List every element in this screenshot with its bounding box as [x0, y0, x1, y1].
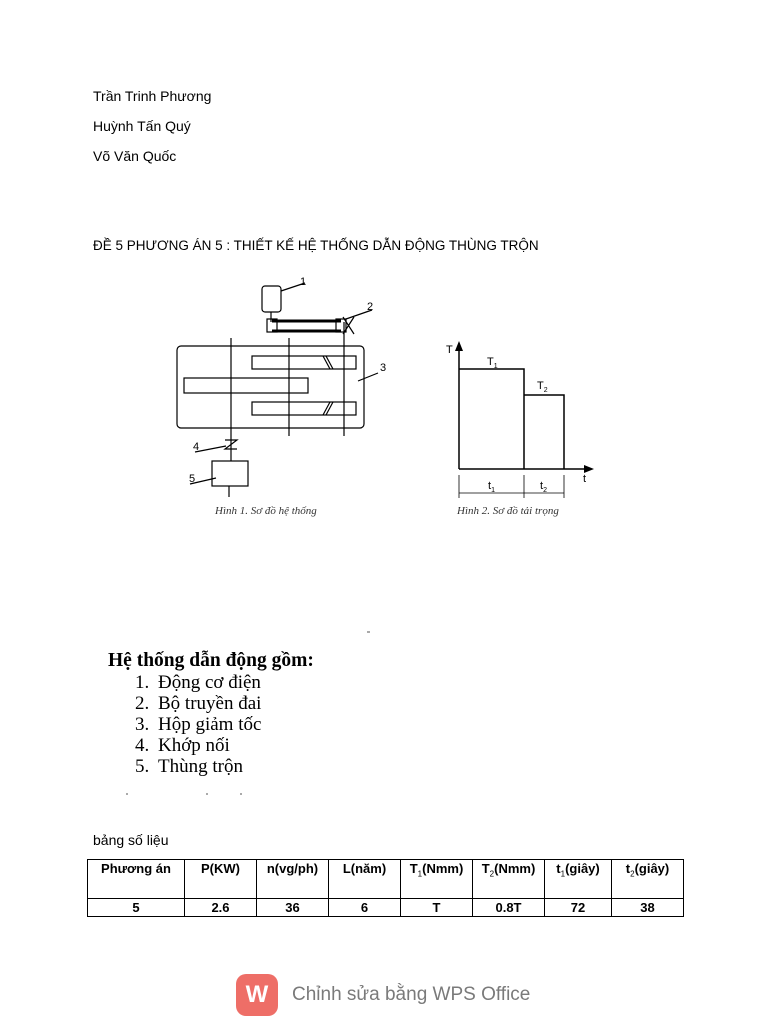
- load-T2: $T_2$: [537, 380, 548, 394]
- gear-top: [252, 356, 356, 369]
- figure-2-load-diagram: [459, 345, 590, 498]
- component-item: 2. Bộ truyền đai: [154, 693, 314, 714]
- motor-shape: [262, 286, 281, 312]
- component-item: 4. Khớp nối: [154, 735, 314, 756]
- header-time2: $t_2(giây)$: [612, 860, 684, 899]
- author-2: Huỳnh Tấn Quý: [93, 118, 191, 134]
- system-components: [108, 650, 314, 777]
- system-heading: Hệ thống dẫn động gồm:: [108, 650, 314, 671]
- header-speed: n(vg/ph): [257, 860, 329, 899]
- table-row: [88, 899, 684, 917]
- gearbox-housing: [177, 346, 364, 428]
- wps-edit-text: Chỉnh sửa bằng WPS Office: [292, 984, 531, 1005]
- cell-phuong-an: 5: [88, 899, 185, 917]
- mixing-drum: [212, 461, 248, 486]
- time-t1: $t_1$: [488, 480, 495, 494]
- figure-1-system-diagram: [177, 283, 378, 497]
- table-label: bảng số liệu: [93, 832, 169, 848]
- header-T1: $T_1(Nmm)$: [401, 860, 473, 899]
- header-time1: $t_1(giây)$: [545, 860, 612, 899]
- author-1: Trần Trinh Phương: [93, 88, 212, 104]
- table-header-row: [88, 860, 684, 899]
- data-table: [87, 859, 684, 917]
- figure-1-caption: Hình 1. Sơ đồ hệ thống: [215, 505, 317, 517]
- load-step-2: [524, 395, 564, 469]
- cell-speed: 36: [257, 899, 329, 917]
- cell-T2: 0.8T: [473, 899, 545, 917]
- header-lifetime: L(năm): [329, 860, 401, 899]
- axis-x-label: t: [583, 473, 587, 485]
- component-item: 3. Hộp giảm tốc: [154, 714, 314, 735]
- cell-lifetime: 6: [329, 899, 401, 917]
- load-T1: $T_1$: [487, 356, 498, 370]
- cell-time1: 72: [545, 899, 612, 917]
- callout-1: 1: [300, 276, 307, 288]
- wps-logo-icon: W: [236, 974, 278, 1016]
- header-phuong-an: Phương án: [88, 860, 185, 899]
- component-item: 1. Động cơ điện: [154, 672, 314, 693]
- cell-time2: 38: [612, 899, 684, 917]
- header-power: P(KW): [185, 860, 257, 899]
- load-step-1: [459, 369, 524, 469]
- gear-bottom: [252, 402, 356, 415]
- figure-2-caption: Hình 2. Sơ đồ tải trọng: [457, 505, 559, 517]
- callout-3: 3: [380, 362, 387, 374]
- author-3: Võ Văn Quốc: [93, 148, 177, 164]
- callout-2: 2: [367, 301, 374, 313]
- callout-4: 4: [193, 441, 200, 453]
- component-list: [108, 672, 314, 777]
- header-T2: $T_2(Nmm)$: [473, 860, 545, 899]
- wps-edit-banner[interactable]: [236, 973, 536, 1017]
- time-t2: $t_2$: [540, 480, 547, 494]
- callout-5: 5: [189, 473, 196, 485]
- cell-T1: T: [401, 899, 473, 917]
- component-item: 5. Thùng trộn: [154, 756, 314, 777]
- cell-power: 2.6: [185, 899, 257, 917]
- document-title: ĐỀ 5 PHƯƠNG ÁN 5 : THIẾT KẾ HỆ THỐNG DẪN ĐỘNG THÙNG TRỘN: [93, 238, 539, 253]
- axis-y-label: T: [446, 344, 453, 356]
